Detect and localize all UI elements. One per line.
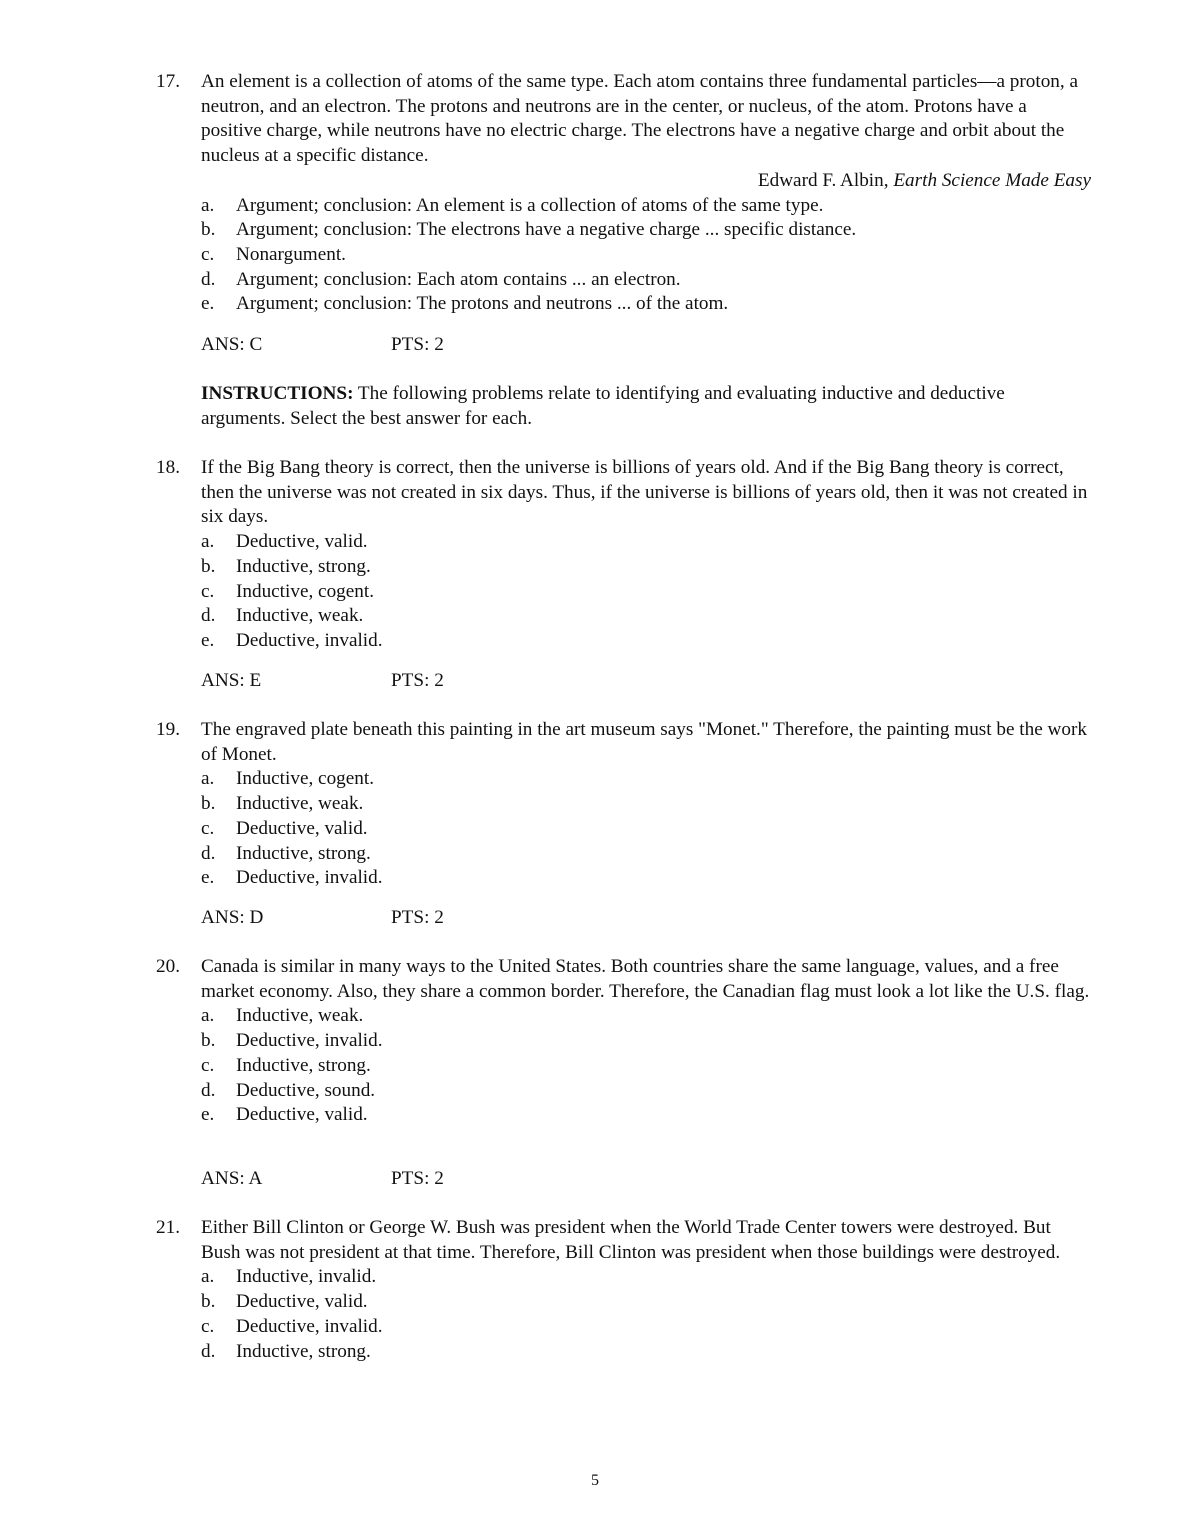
option: c. Inductive, strong. bbox=[201, 1054, 371, 1076]
option: e. Argument; conclusion: The protons and neutrons ... of the atom. bbox=[201, 293, 729, 315]
question-number: 18. bbox=[156, 457, 180, 478]
option: a. Inductive, cogent. bbox=[201, 768, 374, 790]
question-text: The engraved plate beneath this painting in the art museum says "Monet." Therefore, the painting must be the work of Monet. bbox=[201, 719, 1087, 765]
option-list bbox=[201, 194, 1091, 318]
page-number: 5 bbox=[591, 1472, 599, 1489]
answer: ANS: D bbox=[201, 907, 264, 928]
question-number: 19. bbox=[156, 719, 180, 740]
option-list bbox=[201, 767, 1091, 891]
option: b. Deductive, valid. bbox=[201, 1291, 368, 1313]
question-20 bbox=[156, 955, 1091, 1128]
option: d. Inductive, strong. bbox=[201, 1340, 371, 1362]
points: PTS: 2 bbox=[391, 907, 444, 928]
option-list bbox=[201, 1265, 1091, 1364]
option: c. Deductive, valid. bbox=[201, 817, 368, 839]
instructions bbox=[201, 382, 1091, 431]
option: b. Deductive, invalid. bbox=[201, 1030, 383, 1052]
answer-line-18 bbox=[201, 669, 444, 694]
option-list bbox=[201, 1004, 1091, 1128]
option: b. Argument; conclusion: The electrons have a negative charge ... specific distance. bbox=[201, 219, 857, 241]
points: PTS: 2 bbox=[391, 1168, 444, 1189]
attribution-title: Earth Science Made Easy bbox=[893, 169, 1091, 191]
answer: ANS: A bbox=[201, 1168, 263, 1189]
points: PTS: 2 bbox=[391, 670, 444, 691]
question-17 bbox=[156, 70, 1091, 317]
option: a. Inductive, weak. bbox=[201, 1005, 364, 1027]
question-number: 21. bbox=[156, 1217, 180, 1238]
answer-line-19 bbox=[201, 906, 444, 931]
option: a. Deductive, valid. bbox=[201, 531, 368, 553]
option: e. Deductive, invalid. bbox=[201, 867, 383, 889]
attribution-author: Edward F. Albin, bbox=[757, 169, 894, 191]
question-number: 17. bbox=[156, 71, 180, 92]
instructions-label: INSTRUCTIONS: bbox=[201, 383, 354, 404]
answer-line-17 bbox=[201, 333, 444, 358]
question-text: An element is a collection of atoms of the same type. Each atom contains three fundamental particles—a proton, a neutron, and an electron. The protons and neutrons are in the center, or nucleus, of the atom. Protons have a positive charge, while neutrons have no electric charge. The electrons have a negative charge and orbit about the nucleus at a specific distance. bbox=[201, 71, 1078, 167]
option: c. Nonargument. bbox=[201, 243, 346, 265]
option: d. Argument; conclusion: Each atom contains ... an electron. bbox=[201, 268, 681, 290]
attribution bbox=[156, 169, 1091, 194]
option: d. Inductive, strong. bbox=[201, 842, 371, 864]
option: a. Inductive, invalid. bbox=[201, 1266, 377, 1288]
question-text: Canada is similar in many ways to the United States. Both countries share the same language, values, and a free market economy. Also, they share a common border. Therefore, the Canadian flag must look a lot like the U.S. flag. bbox=[201, 956, 1090, 1002]
instructions-text: The following problems relate to identifying and evaluating inductive and deductive arguments. Select the best answer for each. bbox=[201, 383, 1005, 429]
answer-line-20 bbox=[201, 1167, 444, 1192]
option: e. Deductive, valid. bbox=[201, 1104, 368, 1126]
question-text: Either Bill Clinton or George W. Bush was president when the World Trade Center towers were destroyed. But Bush was not president at that time. Therefore, Bill Clinton was president when those buildings were destroyed. bbox=[201, 1217, 1061, 1263]
option: d. Deductive, sound. bbox=[201, 1079, 376, 1101]
question-18 bbox=[156, 456, 1091, 654]
option: c. Deductive, invalid. bbox=[201, 1315, 383, 1337]
question-number: 20. bbox=[156, 956, 180, 977]
option: b. Inductive, strong. bbox=[201, 555, 371, 577]
answer: ANS: E bbox=[201, 670, 262, 691]
option: c. Inductive, cogent. bbox=[201, 580, 374, 602]
option-list bbox=[201, 530, 1091, 654]
option: a. Argument; conclusion: An element is a collection of atoms of the same type. bbox=[201, 194, 824, 216]
answer: ANS: C bbox=[201, 334, 263, 355]
question-19 bbox=[156, 718, 1091, 891]
question-21 bbox=[156, 1216, 1091, 1364]
option: b. Inductive, weak. bbox=[201, 793, 364, 815]
question-text: If the Big Bang theory is correct, then the universe is billions of years old. And if the Big Bang theory is correct, then the universe was not created in six days. Thus, if the universe is billions of years old, then it was not created in six days. bbox=[201, 457, 1088, 528]
option: d. Inductive, weak. bbox=[201, 605, 364, 627]
points: PTS: 2 bbox=[391, 334, 444, 355]
option: e. Deductive, invalid. bbox=[201, 629, 383, 651]
